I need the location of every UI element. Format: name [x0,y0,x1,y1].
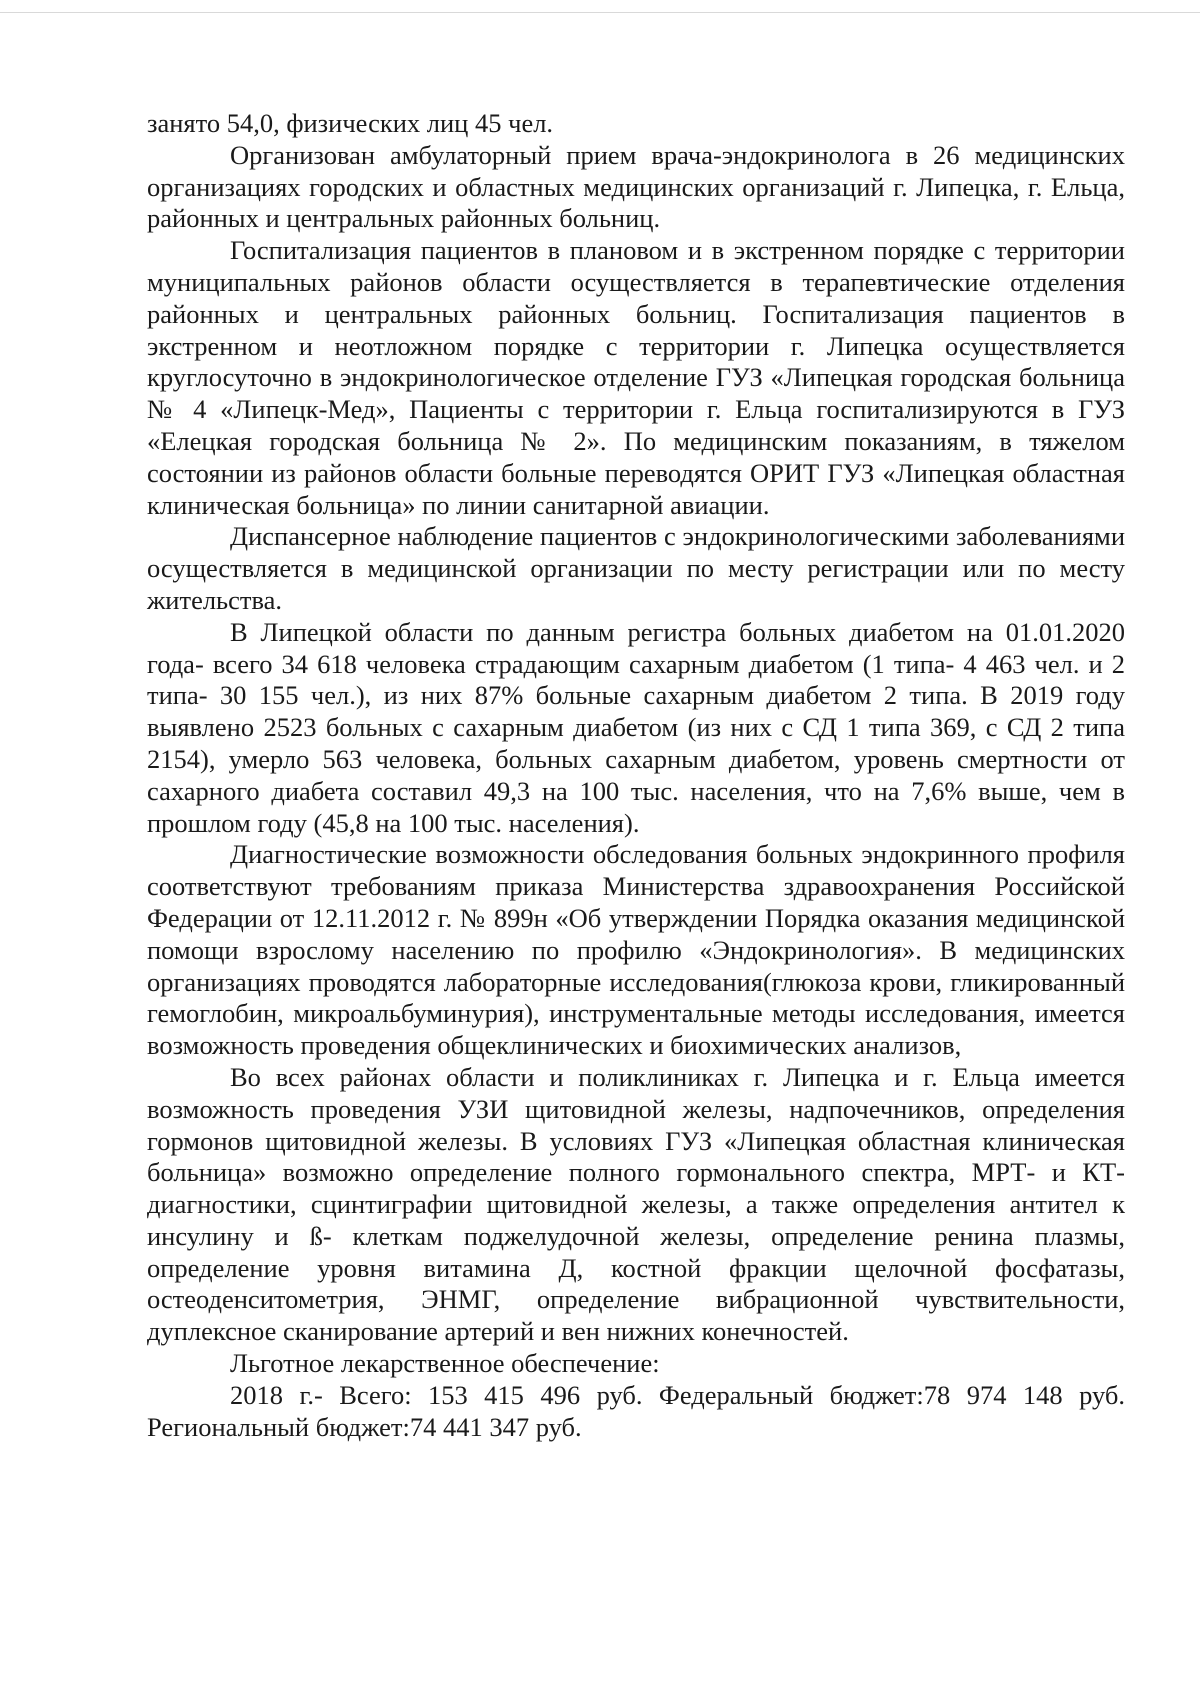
paragraph-preferential-drug-supply-heading: Льготное лекарственное обеспечение: [230,1348,660,1379]
paragraph-staffing-continuation: занято 54,0, физических лиц 45 чел. [147,108,554,138]
paragraph-hospitalization: Госпитализация пациентов в плановом и в экстренном порядке с территории муниципальных районов области осуществляется в терапевтические отделения районных и центральных районных больниц. Госпитализация пациентов в экстренном и неотложном порядке с территории г. Липецка осуществляется круглосуточно в эндокринологическое отделение ГУЗ «Липецкая городская больница № 4 «Липецк-Мед», Пациенты с территории г. Ельца госпитализируются в ГУЗ «Елецкая городская больница № 2». По медицинским показаниям, в тяжелом состоянии из районов области больные переводятся ОРИТ ГУЗ «Липецкая областная клиническая больница» по линии санитарной авиации. [147,235,1125,520]
paragraph-outpatient-reception: Организован амбулаторный прием врача-эндокринолога в 26 медицинских организациях городских и областных медицинских организаций г. Липецка, г. Ельца, районных и центральных районных больниц. [147,139,1125,234]
paragraph-diagnostic-capabilities: Диагностические возможности обследования больных эндокринного профиля соответствуют требованиям приказа Министерства здравоохранения Российской Федерации от 12.11.2012 г. № 899н «Об утверждении Порядка оказания медицинской помощи взрослому населению по профилю «Эндокринология». В медицинских организациях проводятся лабораторные исследования(глюкоза крови, гликированный гемоглобин, микроальбуминурия), инструментальные методы исследования, имеется возможность проведения общеклинических и биохимических анализов, [147,839,1125,1061]
paragraph-funding-2018: 2018 г.- Всего: 153 415 496 руб. Федеральный бюджет:78 974 148 руб. Региональный бюджет:74 441 347 руб. [147,1379,1125,1442]
scan-top-edge-line [0,12,1200,13]
paragraph-dispensary-observation: Диспансерное наблюдение пациентов с эндокринологическими заболеваниями осуществляется в медицинской организации по месту регистрации или по месту жительства. [147,521,1125,615]
paragraph-district-diagnostics: Во всех районах области и поликлиниках г. Липецка и г. Ельца имеется возможность проведения УЗИ щитовидной железы, надпочечников, определения гормонов щитовидной железы. В условиях ГУЗ «Липецкая областная клиническая больница» возможно определение полного гормонального спектра, МРТ- и КТ- диагностики, сцинтиграфии щитовидной железы, а также определения антител к инсулину и ß- клеткам поджелудочной железы, определение ренина плазмы, определение уровня витамина Д, костной фракции щелочной фосфатазы, остеоденситометрия, ЭНМГ, определение вибрационной чувствительности, дуплексное сканирование артерий и вен нижних конечностей. [147,1061,1125,1347]
paragraph-diabetes-registry: В Липецкой области по данным регистра больных диабетом на 01.01.2020 года- всего 34 618 человека страдающим сахарным диабетом (1 типа- 4 463 чел. и 2 типа- 30 155 чел.), из них 87% больные сахарным диабетом 2 типа. В 2019 году выявлено 2523 больных с сахарным диабетом (из них с СД 1 типа 369, с СД 2 типа 2154), умерло 563 человека, больных сахарным диабетом, уровень смертности от сахарного диабета составил 49,3 на 100 тыс. населения, что на 7,6% выше, чем в прошлом году (45,8 на 100 тыс. населения). [147,616,1125,838]
document-body [147,108,1125,1443]
